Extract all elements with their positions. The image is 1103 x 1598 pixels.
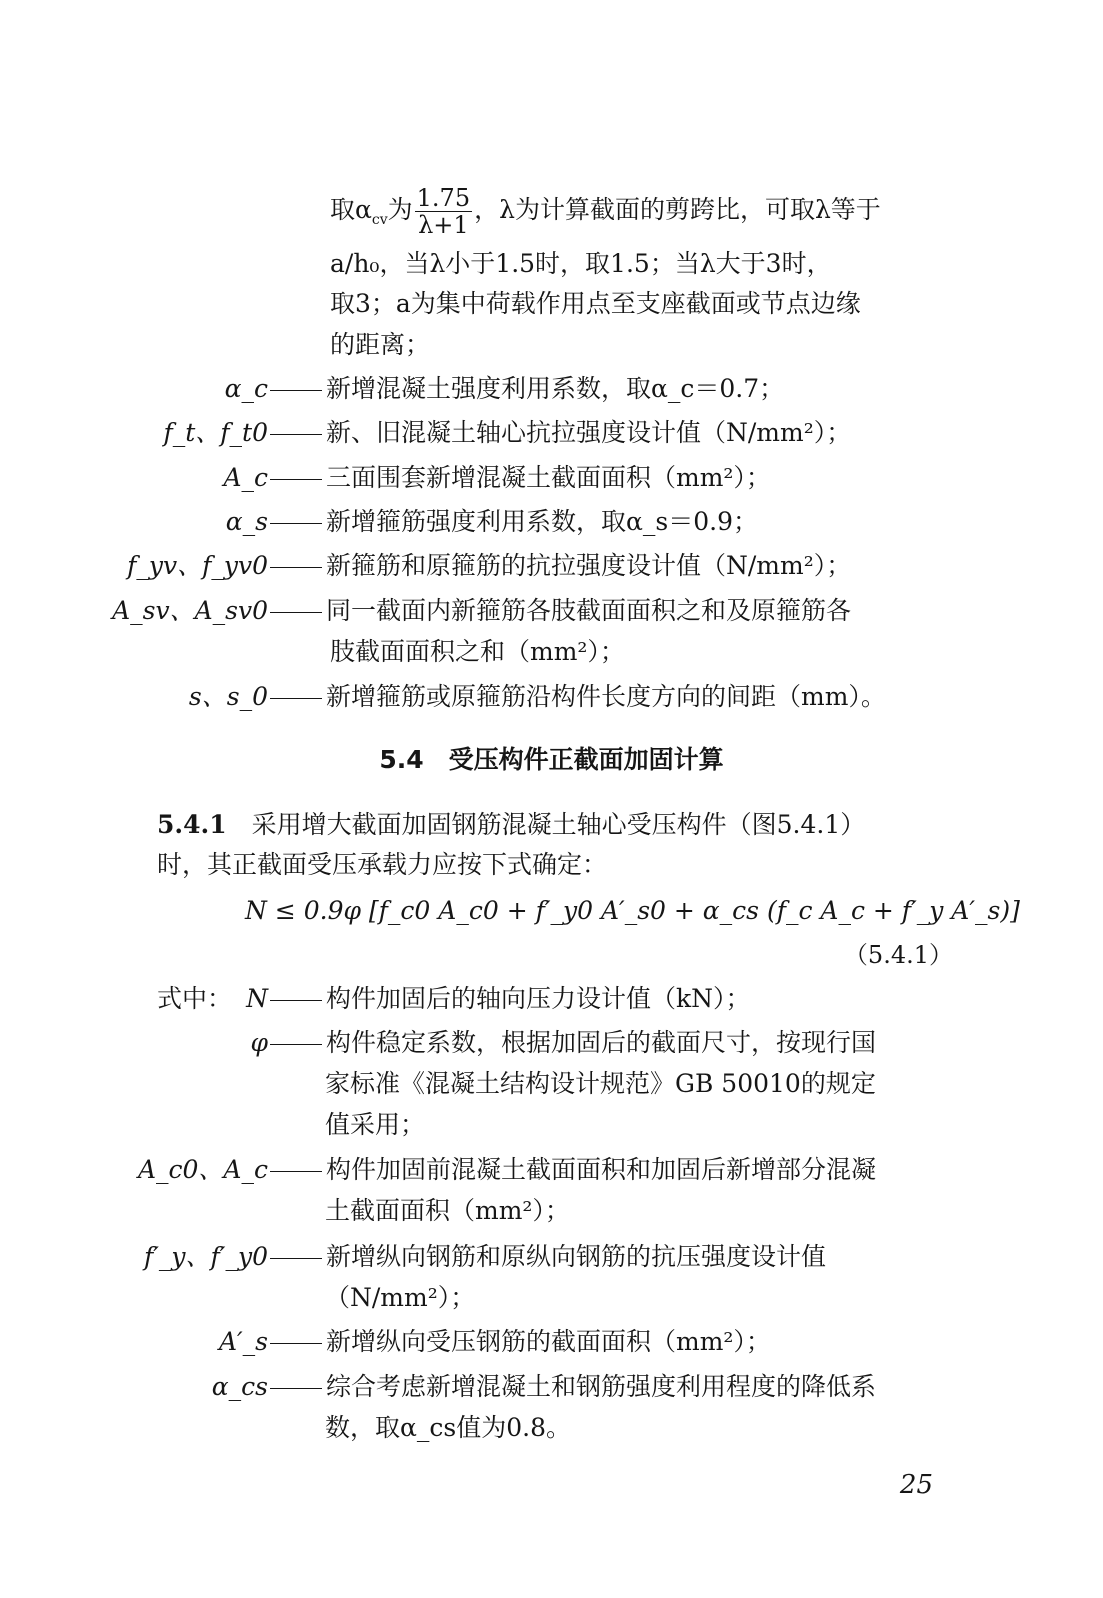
- em-dash: [270, 523, 322, 524]
- def-text: 新增纵向受压钢筋的截面面积（mm²）；: [326, 1327, 771, 1356]
- def-continuation: （N/mm²）；: [325, 1283, 476, 1312]
- def-line: [268, 594, 851, 628]
- def-symbol: α_s: [225, 507, 268, 536]
- def-symbol: N: [246, 984, 268, 1013]
- em-dash: [270, 1171, 322, 1172]
- clause-line-1: [157, 808, 865, 842]
- def-text: 新、旧混凝土轴心抗拉强度设计值（N/mm²）；: [326, 418, 852, 447]
- em-dash: [270, 1000, 322, 1001]
- equation-number: （5.4.1）: [843, 941, 953, 969]
- def-text: 构件稳定系数，根据加固后的截面尺寸，按现行国: [326, 1028, 877, 1057]
- def-symbol: A_sv、A_sv0: [112, 596, 268, 625]
- def-symbol: A′_s: [218, 1327, 268, 1356]
- def-line: [268, 372, 784, 406]
- clause-line-2: 时，其正截面受压承载力应按下式确定：: [157, 850, 608, 879]
- em-dash: [270, 1343, 322, 1344]
- def-symbol: A_c0、A_c: [137, 1155, 268, 1184]
- def-text: 新增箍筋或原箍筋沿构件长度方向的间距（mm）。: [326, 682, 886, 711]
- def-text: 新增纵向钢筋和原纵向钢筋的抗压强度设计值: [326, 1242, 827, 1271]
- em-dash: [270, 567, 322, 568]
- def-symbol: f′_y、f′_y0: [143, 1242, 268, 1271]
- def-line: [268, 505, 758, 539]
- def-line: [268, 1240, 826, 1274]
- formula: N ≤ 0.9φ [f_c0 A_c0 + f′_y0 A′_s0 + α_cs (f_c A_c + f′_y A′_s)]: [245, 896, 1020, 925]
- def-line: [268, 461, 771, 495]
- em-dash: [270, 698, 322, 699]
- fraction-denominator: λ+1: [418, 211, 469, 239]
- em-dash: [270, 612, 322, 613]
- def-symbol: s、s_0: [188, 682, 268, 711]
- def-continuation: 土截面面积（mm²）；: [325, 1196, 570, 1225]
- page-number: 25: [899, 1470, 933, 1500]
- where-label: 式中：: [157, 984, 233, 1013]
- em-dash: [270, 434, 322, 435]
- text-segment: 取α: [330, 195, 372, 224]
- continuation-line-1: [330, 185, 881, 238]
- def-line: [268, 549, 851, 583]
- def-line: [268, 982, 751, 1016]
- clause-number: 5.4.1: [157, 810, 227, 839]
- def-text: 三面围套新增混凝土截面面积（mm²）；: [326, 463, 771, 492]
- def-line: [268, 1370, 876, 1404]
- def-symbol: A_c: [223, 463, 268, 492]
- em-dash: [270, 1258, 322, 1259]
- def-symbol: f_t、f_t0: [163, 418, 268, 447]
- def-text: 构件加固前混凝土截面面积和加固后新增部分混凝: [326, 1155, 877, 1184]
- em-dash: [270, 390, 322, 391]
- def-continuation: 值采用；: [325, 1110, 426, 1139]
- clause-text: 采用增大截面加固钢筋混凝土轴心受压构件（图5.4.1）: [251, 810, 866, 839]
- def-continuation: 肢截面面积之和（mm²）；: [330, 637, 625, 666]
- em-dash: [270, 479, 322, 480]
- def-line: [268, 1153, 876, 1187]
- def-symbol: φ: [250, 1028, 268, 1057]
- continuation-line-2: a/h₀，当λ小于1.5时，取1.5；当λ大于3时，: [330, 249, 832, 278]
- def-line: [268, 1026, 876, 1060]
- em-dash: [270, 1044, 322, 1045]
- fraction-numerator: 1.75: [416, 184, 471, 212]
- text-segment: 为: [387, 195, 413, 224]
- def-continuation: 数，取α_cs值为0.8。: [325, 1413, 571, 1442]
- def-line: [268, 416, 851, 450]
- def-text: 同一截面内新箍筋各肢截面面积之和及原箍筋各: [326, 596, 852, 625]
- def-symbol: α_c: [224, 374, 268, 403]
- def-text: 新增箍筋强度利用系数，取α_s＝0.9；: [326, 507, 758, 536]
- def-symbol: α_cs: [211, 1372, 268, 1401]
- def-text: 新箍筋和原箍筋的抗拉强度设计值（N/mm²）；: [326, 551, 852, 580]
- continuation-line-3: 取3；a为集中荷载作用点至支座截面或节点边缘: [330, 289, 861, 318]
- def-symbol: f_yv、f_yv0: [127, 551, 268, 580]
- def-text: 构件加固后的轴向压力设计值（kN）；: [326, 984, 751, 1013]
- subscript: cv: [371, 212, 388, 228]
- def-continuation: 家标准《混凝土结构设计规范》GB 50010的规定: [325, 1069, 876, 1098]
- def-text: 综合考虑新增混凝土和钢筋强度利用程度的降低系: [326, 1372, 877, 1401]
- em-dash: [270, 1388, 322, 1389]
- def-line: [268, 680, 886, 714]
- section-heading: 5.4 受压构件正截面加固计算: [379, 745, 724, 774]
- def-line: [268, 1325, 771, 1359]
- def-text: 新增混凝土强度利用系数，取α_c＝0.7；: [326, 374, 785, 403]
- continuation-line-4: 的距离；: [330, 330, 431, 359]
- text-segment: ，λ为计算截面的剪跨比，可取λ等于: [474, 195, 881, 224]
- fraction: [415, 185, 472, 238]
